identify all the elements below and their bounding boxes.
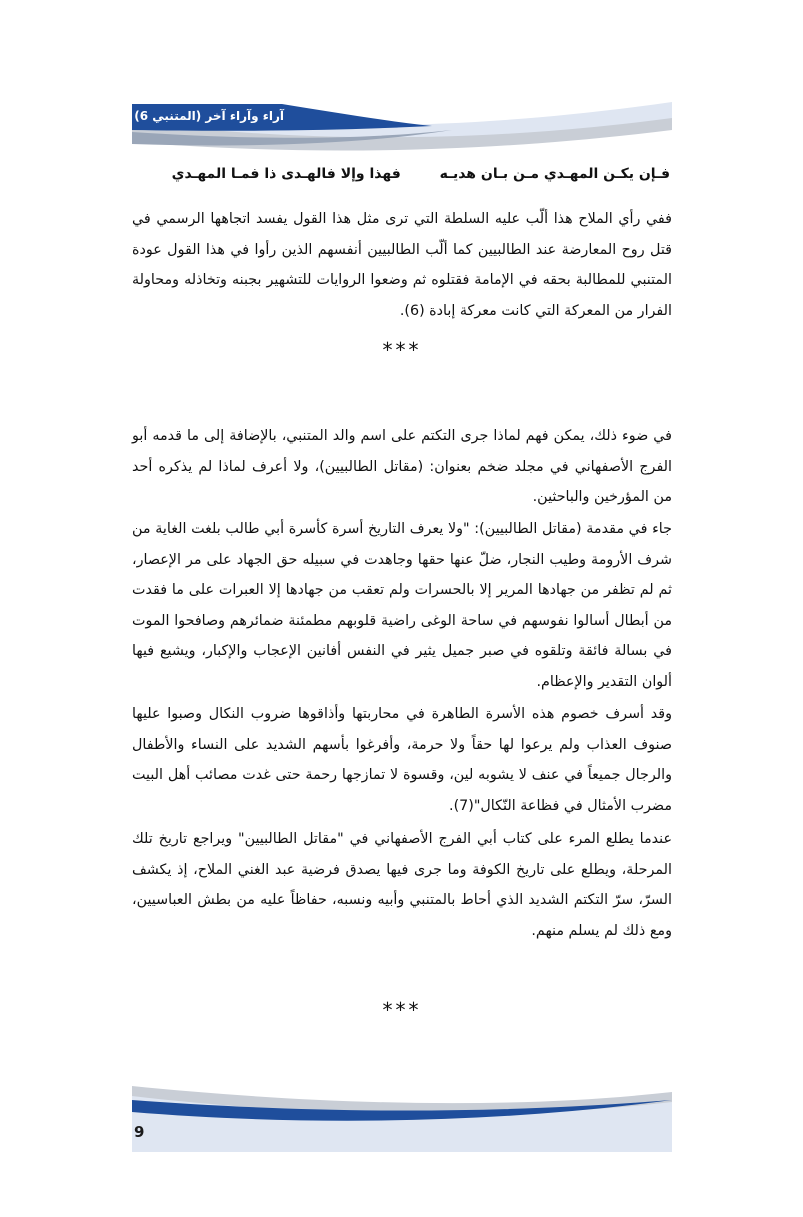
verse-hemistich-first: فـإن يكـن المهـدي مـن بـان هديـه: [439, 166, 670, 182]
paragraph-3: جاء في مقدمة (مقاتل الطالبيين): "ولا يعرف التاريخ أسرة كأسرة أبي طالب بلغت الغاية من شرف الأرومة وطيب النجار، ضلّ عنها حقها وجاهدت في سبيله حق الجهاد على مر الإعصار، ثم لم تظفر من جهادها المرير إلا بالحسرات ولم تعقب من جهادها إلا العبرات على ما فقدت من أبطال أسالوا نفوسهم في ساحة الوغى راضية قلوبهم مطمئنة ضمائرهم وصافحوا الموت في بسالة فائقة وتلقوه في صبر جميل يثير في النفس أفانين الإعجاب والإكبار، ويشيع فيها ألوان التقدير والإعظام.: [132, 521, 672, 690]
section-separator: ***: [382, 338, 422, 362]
footer-swoosh-graphic: [132, 1082, 672, 1152]
section-separator: ***: [382, 998, 422, 1022]
paragraph-2: في ضوء ذلك، يمكن فهم لماذا جرى التكتم على اسم والد المتنبي، بالإضافة إلى ما قدمه أبو الفرج الأصفهاني في مجلد ضخم بعنوان: (مقاتل الطالبيين)، ولا أعرف لماذا لم يذكره أحد من المؤرخين والباحثين.: [132, 428, 672, 505]
running-header-title: آراء وآراء آخر (المتنبي 6): [134, 109, 284, 123]
paragraph-1: ففي رأي الملاح هذا ألّب عليه السلطة التي ترى مثل هذا القول يفسد اتجاهها الرسمي في قتل روح المعارضة عند الطالبيين كما ألّب الطالبيين أنفسهم الذين رأوا في هذا القول عودة المتنبي للمطالبة بحقه في الإمامة فقتلوه ثم وضعوا الروايات للتشهير بجبنه وتخاذله ومحاولة الفرار من المعركة التي كانت معركة إبادة (6).: [132, 211, 672, 319]
verse-hemistich-second: فهذا وإلا فالهـدى ذا فمـا المهـدي: [171, 166, 401, 182]
footer-band: [132, 1082, 672, 1152]
paragraph-4: وقد أسرف خصوم هذه الأسرة الطاهرة في محاربتها وأذاقوها ضروب النكال وصبوا عليها صنوف العذاب ولم يرعوا لها حقاً ولا حرمة، وأفرغوا بأسهم الشديد على النساء والأطفال والرجال جميعاً في عنف لا يشوبه لين، وقسوة لا تمازجها رحمة حتى غدت مصائب أهل البيت مضرب الأمثال في فظاعة النّكال"(7).: [132, 706, 672, 814]
paragraph-5: عندما يطلع المرء على كتاب أبي الفرج الأصفهاني في "مقاتل الطالبيين" ويراجع تاريخ تلك المرحلة، ويطلع على تاريخ الكوفة وما جرى فيها يصدق فرضية عبد الغني الملاح، إذ يكشف السرّ، سرّ التكتم الشديد الذي أحاط بالمتنبي وأبيه ونسبه، حفاظاً عليه من بطش العباسيين، ومع ذلك لم يسلم منهم.: [132, 831, 672, 939]
poetry-verse: [170, 163, 670, 185]
page-number: 9: [134, 1123, 145, 1141]
